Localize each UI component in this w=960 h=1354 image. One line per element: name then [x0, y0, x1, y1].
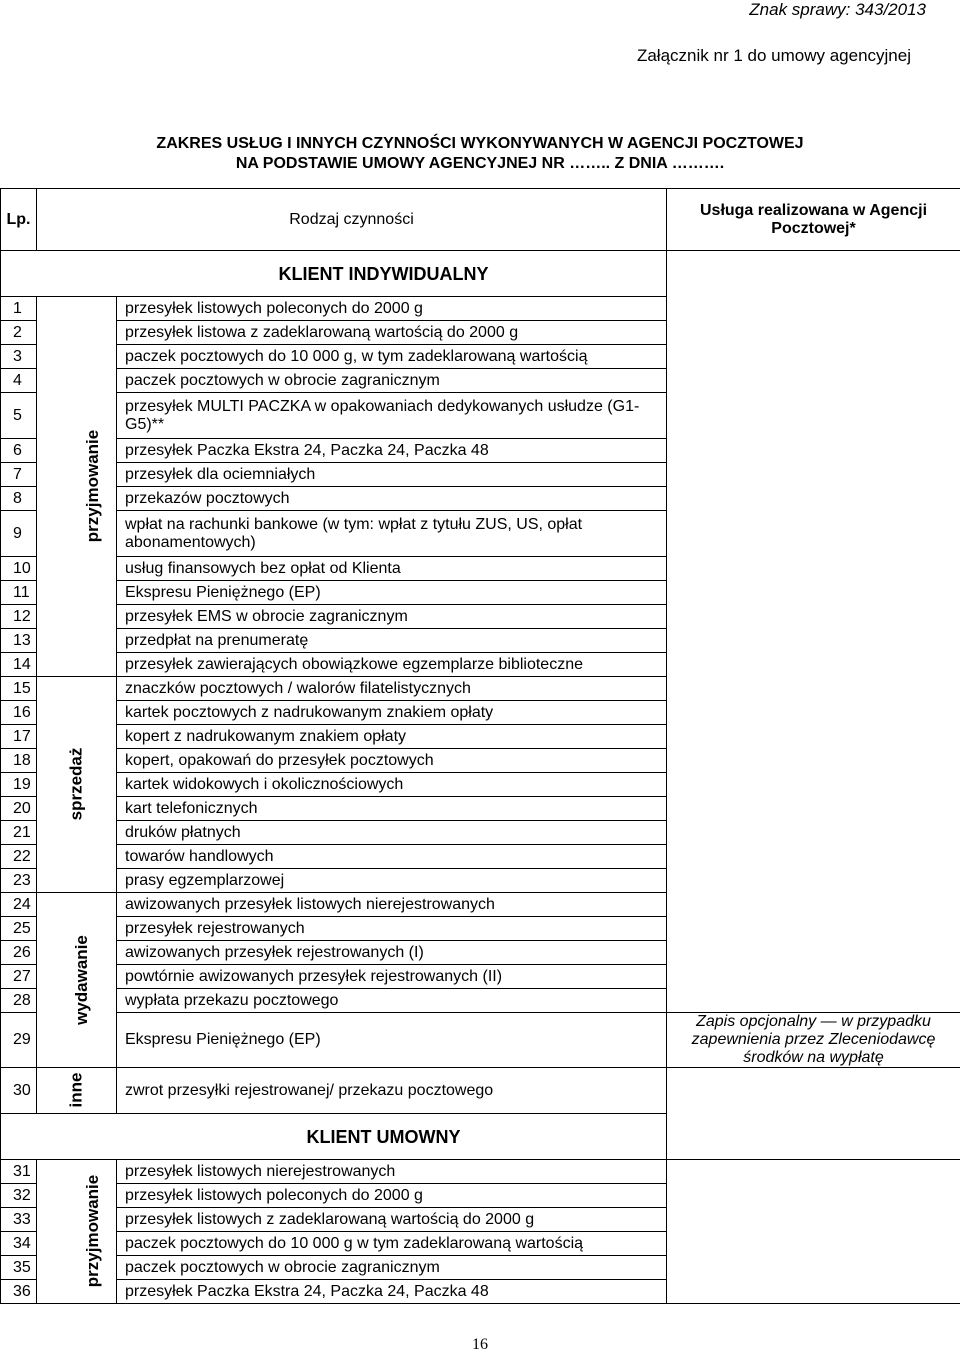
row-number: 24: [1, 893, 37, 917]
activity-cell: kopert z nadrukowanym znakiem opłaty: [117, 725, 667, 749]
row-number: 6: [1, 439, 37, 463]
row-number: 21: [1, 821, 37, 845]
activity-cell: przesyłek EMS w obrocie zagranicznym: [117, 605, 667, 629]
activity-cell: przesyłek listowych nierejestrowanych: [117, 1160, 667, 1184]
activity-cell: przekazów pocztowych: [117, 487, 667, 511]
group-label-cell: [37, 893, 117, 1068]
table-row: [1, 1068, 960, 1114]
activity-cell: usług finansowych bez opłat od Klienta: [117, 557, 667, 581]
group-label: przyjmowanie: [84, 1175, 102, 1287]
activity-cell: paczek pocztowych do 10 000 g, w tym zadeklarowaną wartością: [117, 345, 667, 369]
row-number: 4: [1, 369, 37, 393]
activity-cell: awizowanych przesyłek listowych nierejestrowanych: [117, 893, 667, 917]
table-row: [1, 1160, 960, 1184]
row-number: 11: [1, 581, 37, 605]
service-column-cell: [667, 1068, 960, 1114]
activity-cell: druków płatnych: [117, 821, 667, 845]
group-label-cell: [37, 1160, 117, 1304]
activity-cell: przesyłek Paczka Ekstra 24, Paczka 24, Paczka 48: [117, 1280, 667, 1304]
group-label: przyjmowanie: [84, 430, 102, 542]
activity-cell: powtórnie awizowanych przesyłek rejestrowanych (II): [117, 965, 667, 989]
column-service: Usługa realizowana w Agencji Pocztowej*: [667, 189, 960, 251]
column-lp: Lp.: [1, 189, 37, 251]
table-row: [1, 1013, 960, 1068]
group-label-cell: [37, 1068, 117, 1114]
row-number: 31: [1, 1160, 37, 1184]
activity-cell: przesyłek listowych z zadeklarowaną wartością do 2000 g: [117, 1208, 667, 1232]
row-number: 26: [1, 941, 37, 965]
activity-cell: przesyłek listowa z zadeklarowaną wartością do 2000 g: [117, 321, 667, 345]
activity-cell: Ekspresu Pieniężnego (EP): [117, 1013, 667, 1068]
column-activity: Rodzaj czynności: [37, 189, 667, 251]
row-number: 32: [1, 1184, 37, 1208]
row-number: 27: [1, 965, 37, 989]
activity-cell: przesyłek listowych poleconych do 2000 g: [117, 297, 667, 321]
document-title-line1: ZAKRES USŁUG I INNYCH CZYNNOŚCI WYKONYWANYCH W AGENCJI POCZTOWEJ: [0, 134, 960, 154]
section-row-contract: [1, 1114, 960, 1160]
section-blank: [667, 1114, 960, 1160]
activity-cell: przesyłek dla ociemniałych: [117, 463, 667, 487]
activity-cell: przesyłek MULTI PACZKA w opakowaniach dedykowanych usłudze (G1-G5)**: [117, 393, 667, 439]
row-number: 8: [1, 487, 37, 511]
activity-cell: prasy egzemplarzowej: [117, 869, 667, 893]
row-number: 28: [1, 989, 37, 1013]
section-row-individual: [1, 251, 960, 297]
activity-cell: Ekspresu Pieniężnego (EP): [117, 581, 667, 605]
row-number: 13: [1, 629, 37, 653]
row-number: 30: [1, 1068, 37, 1114]
activity-cell: zwrot przesyłki rejestrowanej/ przekazu pocztowego: [117, 1068, 667, 1114]
row-number: 10: [1, 557, 37, 581]
activity-cell: kartek pocztowych z nadrukowanym znakiem opłaty: [117, 701, 667, 725]
activity-cell: paczek pocztowych w obrocie zagranicznym: [117, 1256, 667, 1280]
activity-cell: kart telefonicznych: [117, 797, 667, 821]
row-number: 19: [1, 773, 37, 797]
row-number: 29: [1, 1013, 37, 1068]
section-contract: KLIENT UMOWNY: [1, 1114, 667, 1160]
activity-cell: przesyłek Paczka Ekstra 24, Paczka 24, Paczka 48: [117, 439, 667, 463]
activity-cell: towarów handlowych: [117, 845, 667, 869]
activity-cell: kartek widokowych i okolicznościowych: [117, 773, 667, 797]
activity-cell: paczek pocztowych w obrocie zagranicznym: [117, 369, 667, 393]
table-header-row: [1, 189, 960, 251]
row-number: 20: [1, 797, 37, 821]
row-number: 18: [1, 749, 37, 773]
activity-cell: przesyłek zawierających obowiązkowe egzemplarze biblioteczne: [117, 653, 667, 677]
activity-cell: znaczków pocztowych / walorów filatelistycznych: [117, 677, 667, 701]
row-number: 25: [1, 917, 37, 941]
row-number: 2: [1, 321, 37, 345]
row-number: 7: [1, 463, 37, 487]
group-label: wydawanie: [73, 935, 91, 1025]
row-number: 33: [1, 1208, 37, 1232]
group-label: inne: [67, 1073, 85, 1108]
section-individual: KLIENT INDYWIDUALNY: [1, 251, 667, 297]
row-number: 12: [1, 605, 37, 629]
group-label-cell: [37, 297, 117, 677]
row-number: 14: [1, 653, 37, 677]
activity-cell: przedpłat na prenumeratę: [117, 629, 667, 653]
services-table: [0, 188, 960, 1304]
row-number: 16: [1, 701, 37, 725]
row-number: 5: [1, 393, 37, 439]
row-number: 22: [1, 845, 37, 869]
row-number: 36: [1, 1280, 37, 1304]
activity-cell: awizowanych przesyłek rejestrowanych (I): [117, 941, 667, 965]
annex-label: Załącznik nr 1 do umowy agencyjnej: [637, 46, 911, 66]
activity-cell: wpłat na rachunki bankowe (w tym: wpłat z tytułu ZUS, US, opłat abonamentowych): [117, 511, 667, 557]
group-label-cell: [37, 677, 117, 893]
row-number: 34: [1, 1232, 37, 1256]
section-blank: [667, 251, 960, 297]
service-column-cell: [667, 297, 960, 1013]
group-label: sprzedaż: [68, 748, 86, 821]
row-number: 35: [1, 1256, 37, 1280]
activity-cell: przesyłek listowych poleconych do 2000 g: [117, 1184, 667, 1208]
case-number: Znak sprawy: 343/2013: [749, 0, 926, 20]
row-number: 1: [1, 297, 37, 321]
activity-cell: wypłata przekazu pocztowego: [117, 989, 667, 1013]
row-number: 23: [1, 869, 37, 893]
activity-cell: kopert, opakowań do przesyłek pocztowych: [117, 749, 667, 773]
row-number: 3: [1, 345, 37, 369]
document-title-line2: NA PODSTAWIE UMOWY AGENCYJNEJ NR …….. Z DNIA ……….: [0, 154, 960, 174]
row-number: 17: [1, 725, 37, 749]
table-row: [1, 297, 960, 321]
row-number: 15: [1, 677, 37, 701]
optional-note: Zapis opcjonalny — w przypadku zapewnienia przez Zleceniodawcę środków na wypłatę: [667, 1013, 960, 1068]
page-number: 16: [0, 1336, 960, 1354]
activity-cell: przesyłek rejestrowanych: [117, 917, 667, 941]
activity-cell: paczek pocztowych do 10 000 g w tym zadeklarowaną wartością: [117, 1232, 667, 1256]
row-number: 9: [1, 511, 37, 557]
service-column-cell: [667, 1160, 960, 1304]
